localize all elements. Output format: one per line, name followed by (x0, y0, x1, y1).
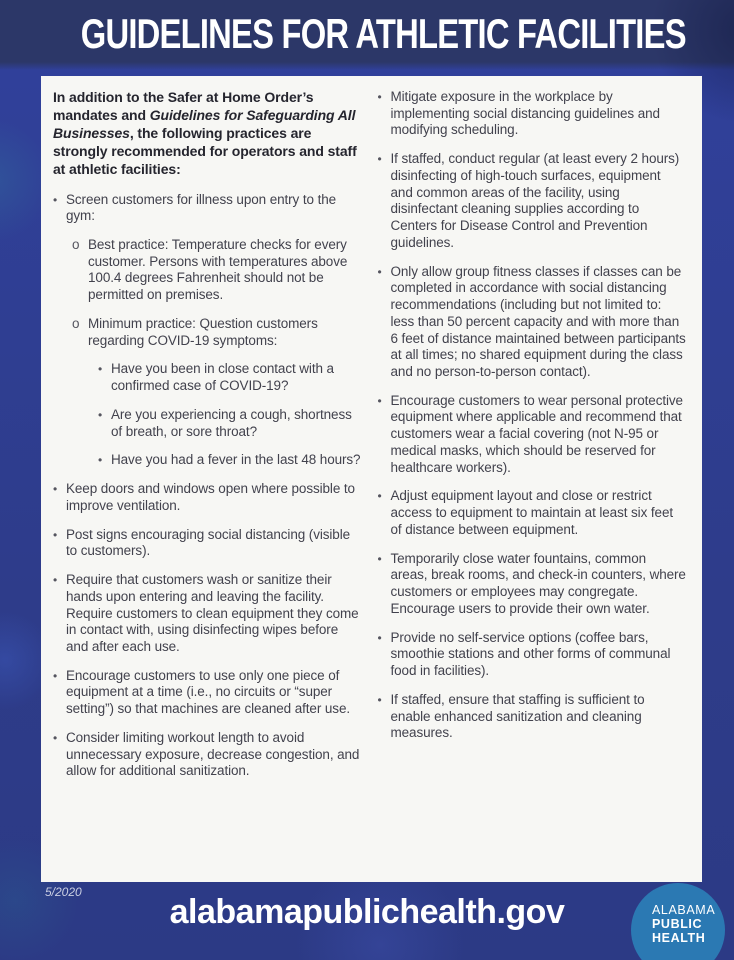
list-item (72, 316, 362, 469)
logo-line-health: HEALTH (652, 931, 706, 945)
list-item (378, 551, 687, 618)
list-item (53, 730, 362, 780)
content-card (41, 76, 702, 882)
website-url: alabamapublichealth.gov (169, 893, 565, 931)
list-item (378, 630, 687, 680)
bullet-icon: • (377, 264, 382, 279)
bullet-icon: • (98, 407, 103, 422)
bullet-icon: • (53, 730, 58, 745)
bullet-icon: • (53, 482, 58, 497)
right-bullet-list (378, 89, 687, 742)
bullet-text: Minimum practice: Question customers regarding COVID-19 symptoms: (88, 315, 318, 348)
left-bullet-list (53, 192, 362, 781)
bullet-icon: • (377, 692, 382, 707)
left-column (53, 89, 362, 780)
bullet-icon: • (98, 453, 103, 468)
sub-bullet-list (72, 237, 362, 469)
logo-line-public: PUBLIC (652, 917, 703, 931)
list-item (98, 407, 362, 440)
list-item (98, 452, 362, 469)
bullet-icon: • (377, 489, 382, 504)
bullet-icon: • (377, 630, 382, 645)
bullet-text: Post signs encouraging social distancing (visible to customers). (66, 526, 351, 559)
bullet-text: Provide no self-service options (coffee bars, smoothie stations and other forms of communal food in facilities). (390, 629, 671, 679)
list-item (378, 89, 687, 139)
bullet-text: Have you been in close contact with a confirmed case of COVID-19? (111, 361, 334, 394)
publication-date: 5/2020 (45, 885, 82, 899)
logo-line-alabama: ALABAMA (652, 903, 716, 917)
list-item (378, 264, 687, 381)
page-title: GUIDELINES FOR ATHLETIC FACILITIES (80, 10, 686, 57)
bullet-icon: • (377, 393, 382, 408)
two-column-layout (53, 89, 686, 780)
bullet-text: If staffed, ensure that staffing is sufficient to enable enhanced sanitization and cleaning measures. (390, 691, 645, 741)
list-item (53, 668, 362, 718)
bullet-text: Best practice: Temperature checks for every customer. Persons with temperatures above 100.4 degrees Fahrenheit should not be permitted on premises. (88, 237, 348, 303)
bullet-text: Are you experiencing a cough, shortness of breath, or sore throat? (111, 406, 352, 439)
list-item (378, 488, 687, 538)
bullet-text: Have you had a fever in the last 48 hours? (111, 452, 361, 468)
bullet-text: Temporarily close water fountains, common areas, break rooms, and check-in counters, where customers or employees may congregate. Encourage users to provide their own water. (390, 550, 686, 616)
bullet-text: Mitigate exposure in the workplace by implementing social distancing guidelines and modifying scheduling. (390, 89, 660, 138)
bullet-icon: • (53, 192, 58, 207)
bullet-text: Require that customers wash or sanitize their hands upon entering and leaving the facility. Require customers to clean equipment they come in contact with, using disinfecting wipes before and after each use. (66, 572, 359, 655)
list-item (378, 692, 687, 742)
intro-italic-title: Guidelines for Safeguarding All Businesses (53, 106, 356, 141)
circle-bullet-icon: o (72, 237, 80, 252)
question-list (98, 361, 362, 469)
list-item (53, 192, 362, 470)
right-column (378, 89, 687, 780)
intro-paragraph (53, 89, 362, 179)
bullet-icon: • (377, 551, 382, 566)
bullet-text: Encourage customers to use only one piece of equipment at a time (i.e., no circuits or “super setting”) so that machines are cleaned after use. (66, 667, 351, 717)
bullet-text: Encourage customers to wear personal protective equipment where applicable and recommend that customers wear a facial covering (not N-95 or medical masks, which should be reserved for healthcare workers). (390, 392, 683, 475)
list-item (53, 481, 362, 514)
list-item (72, 237, 362, 304)
bullet-text: Adjust equipment layout and close or restrict access to equipment to maintain at least six feet of distance between equipment. (390, 488, 674, 537)
bullet-text: Screen customers for illness upon entry to the gym: (66, 191, 337, 224)
bullet-icon: • (98, 362, 103, 377)
list-item (53, 527, 362, 560)
bullet-icon: • (377, 90, 382, 104)
bullet-text: Only allow group fitness classes if classes can be completed in accordance with social distancing recommendations (including but not limited to: less than 50 percent capacity and with more than 6 feet of distance maintained between participants at all times; no shared equipment during the class and no person-to-person contact). (390, 263, 686, 380)
list-item (53, 572, 362, 656)
bullet-icon: • (53, 573, 58, 588)
bullet-icon: • (377, 152, 382, 167)
intro-part1: In addition to the Safer at Home Order’s mandates and (53, 89, 314, 123)
bullet-text: If staffed, conduct regular (at least every 2 hours) disinfecting of high-touch surfaces, equipment and common areas of the facility, using disinfectant cleaning supplies according to Centers for Disease Control and Prevention guidelines. (390, 151, 680, 250)
bullet-text: Keep doors and windows open where possible to improve ventilation. (66, 481, 355, 513)
bullet-icon: • (53, 527, 58, 542)
circle-bullet-icon: o (72, 315, 80, 331)
list-item (98, 361, 362, 394)
list-item (378, 393, 687, 477)
bullet-text: Consider limiting workout length to avoid unnecessary exposure, decrease congestion, and allow for additional sanitization. (66, 729, 360, 779)
list-item (378, 151, 687, 251)
bullet-icon: • (53, 668, 58, 683)
intro-part3: , the following practices are strongly recommended for operators and staff at athletic facilities: (53, 124, 357, 177)
